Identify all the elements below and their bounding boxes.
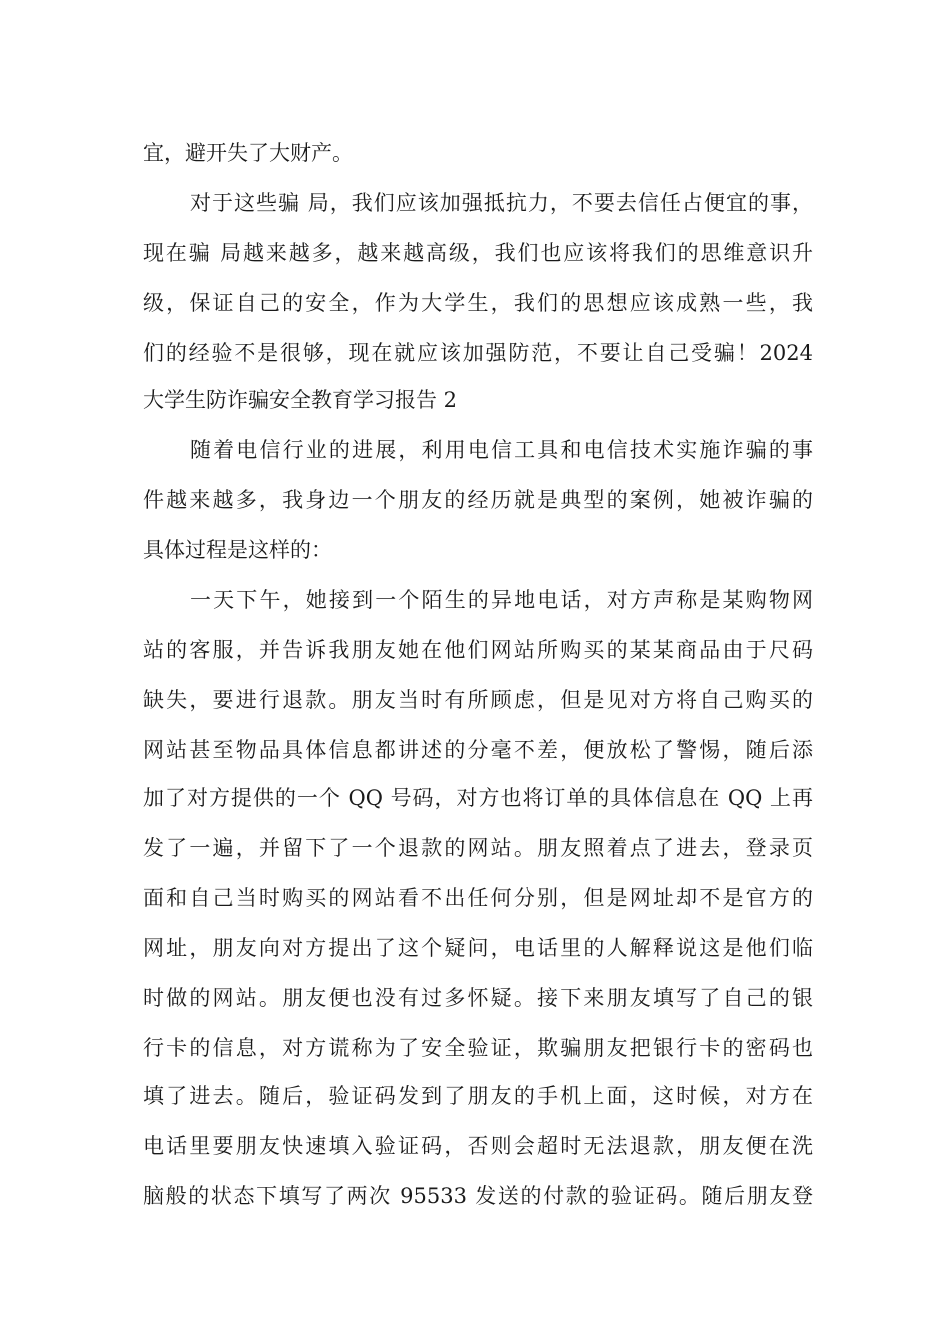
text-line: 填了进去。随后，验证码发到了朋友的手机上面，这时候，对方在: [143, 1084, 813, 1108]
text-line: 电话里要朋友快速填入验证码，否则会超时无法退款，朋友便在洗: [143, 1134, 813, 1158]
text-line: 级，保证自己的安全，作为大学生，我们的思想应该成熟一些，我: [143, 291, 813, 315]
text-line: 们的经验不是很够，现在就应该加强防范，不要让自己受骗！2024: [143, 341, 813, 365]
text-line: 具体过程是这样的：: [143, 538, 332, 562]
text-line: 站的客服，并告诉我朋友她在他们网站所购买的某某商品由于尺码: [143, 638, 813, 662]
text-line: 网址，朋友向对方提出了这个疑问，电话里的人解释说这是他们临: [143, 936, 813, 960]
text-line: 行卡的信息，对方谎称为了安全验证，欺骗朋友把银行卡的密码也: [143, 1036, 813, 1060]
text-line: 对于这些骗 局，我们应该加强抵抗力，不要去信任占便宜的事，: [190, 191, 813, 215]
text-line: 时做的网站。朋友便也没有过多怀疑。接下来朋友填写了自己的银: [143, 986, 813, 1010]
text-line: 宜，避开失了大财产。: [143, 141, 353, 165]
text-line: 随着电信行业的进展，利用电信工具和电信技术实施诈骗的事: [190, 438, 813, 462]
text-line: 件越来越多，我身边一个朋友的经历就是典型的案例，她被诈骗的: [143, 488, 813, 512]
text-line: 脑般的状态下填写了两次 95533 发送的付款的验证码。随后朋友登: [143, 1184, 813, 1208]
text-line: 发了一遍，并留下了一个退款的网站。朋友照着点了进去，登录页: [143, 836, 813, 860]
text-line: 网站甚至物品具体信息都讲述的分毫不差，便放松了警惕，随后添: [143, 738, 813, 762]
text-line: 面和自己当时购买的网站看不出任何分别，但是网址却不是官方的: [143, 886, 813, 910]
text-line: 缺失，要进行退款。朋友当时有所顾虑，但是见对方将自己购买的: [143, 688, 813, 712]
text-line: 一天下午，她接到一个陌生的异地电话，对方声称是某购物网: [190, 588, 813, 612]
text-line: 大学生防诈骗安全教育学习报告 2: [143, 388, 458, 412]
text-line: 加了对方提供的一个 QQ 号码，对方也将订单的具体信息在 QQ 上再: [143, 786, 813, 810]
text-line: 现在骗 局越来越多，越来越高级，我们也应该将我们的思维意识升: [143, 241, 813, 265]
